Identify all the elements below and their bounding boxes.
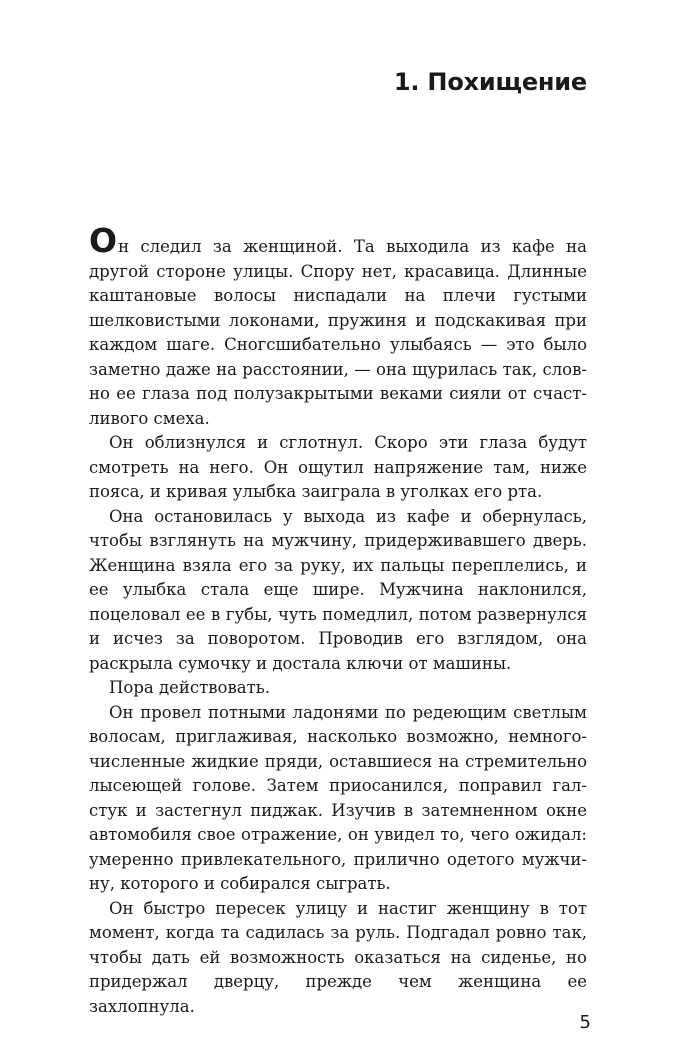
paragraph-1 — [89, 221, 587, 431]
page-number: 5 — [579, 1012, 591, 1033]
paragraph-4: Пора действовать. — [109, 678, 270, 697]
paragraph-2: Он облизнулся и сглотнул. Скоро эти глаза будут смотреть на него. Он ощутил напряжение там, ниже пояса, и кривая улыбка заиграла в уголках его рта. — [89, 433, 587, 501]
chapter-title: 1. Похищение — [393, 68, 587, 96]
paragraph-6: Он быстро пересек улицу и настиг женщину в тот момент, когда та садилась за руль. Подгадал ровно так, чтобы дать ей возможность оказаться на сиденье, но придержал дверцу, прежде чем женщина ее захлопнула. — [89, 898, 587, 1016]
paragraph-1-text: н следил за женщиной. Та выходила из кафе на другой стороне улицы. Спору нет, красавица. Длинные каштановые волосы ниспадали на плечи густыми шелковистыми локонами, пружиня и подскакивая при каждом шаге. Сногсшибательно улыбаясь — это было заметно даже на расстоянии, — она щурилась так, словно ее глаза под полузакрытыми веками сияли от счастливого смеха. — [89, 237, 587, 428]
paragraph-5: Он провел потными ладонями по редеющим светлым волосам, приглаживая, насколько возможно, немногочисленные жидкие пряди, оставшиеся на стремительно лысеющей голове. Затем приосанился, поправил галстук и застегнул пиджак. Изучив в затемненном окне автомобиля свое отражение, он увидел то, чего ожидал: умеренно привлекательного, прилично одетого мужчину, которого и собирался сыграть. — [89, 702, 587, 893]
drop-cap: О — [89, 221, 118, 260]
paragraph-3: Она остановилась у выхода из кафе и обернулась, чтобы взглянуть на мужчину, придерживавшего дверь. Женщина взяла его за руку, их пальцы переплелись, и ее улыбка стала еще шире. Мужчина наклонился, поцеловал ее в губы, чуть помедлил, потом развернулся и исчез за поворотом. Проводив его взглядом, она раскрыла сумочку и достала ключи от машины. — [89, 506, 587, 673]
chapter-body — [89, 221, 587, 1019]
